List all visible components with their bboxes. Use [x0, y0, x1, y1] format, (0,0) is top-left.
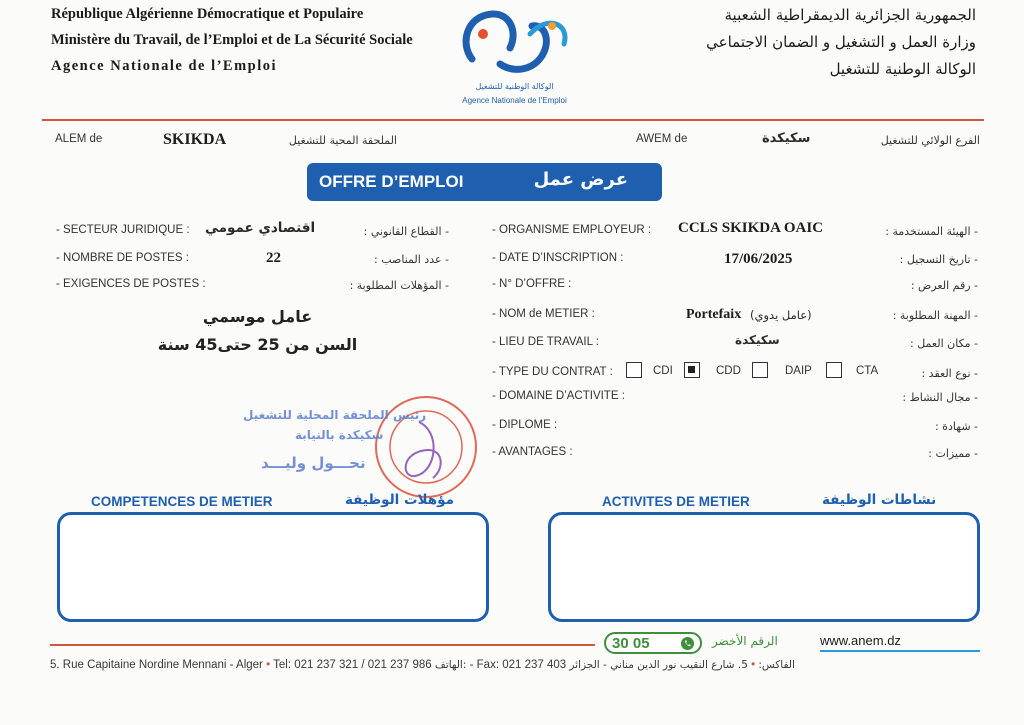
awem-ar-label: الفرع الولائي للتشغيل [880, 134, 980, 147]
banner-ar: عرض عمل [533, 169, 628, 190]
metier-ar-label: - المهنة المطلوبة : [892, 309, 978, 322]
green-number-ar: الرقم الأخضر [712, 634, 778, 648]
secteur-ar-label: - القطاع القانوني : [363, 225, 449, 238]
stamp-line3: نحـــول وليـــد [261, 454, 366, 472]
footer-dot-1: • [266, 659, 271, 671]
postes-value: 22 [266, 250, 281, 266]
awem-label: AWEM de [636, 133, 688, 145]
website-link[interactable]: www.anem.dz [820, 633, 901, 648]
metier-value-ar: (عامل يدوي) [750, 308, 812, 322]
exigences-ar-label: - المؤهلات المطلوبة : [349, 279, 449, 292]
metier-value: Portefaix [686, 307, 742, 322]
offre-banner [307, 163, 662, 201]
lieu-ar-label: - مكان العمل : [910, 337, 978, 350]
contract-cdi-checkbox[interactable] [626, 362, 642, 378]
domaine-ar-label: - مجال النشاط : [902, 391, 978, 404]
contrat-ar-label: - نوع العقد : [921, 367, 978, 380]
footer-rule-left [50, 644, 595, 646]
header-fr-line1: République Algérienne Démocratique et Populaire [51, 6, 364, 22]
header-rule [42, 119, 984, 121]
activites-ar-title: نشاطات الوظيفة [822, 492, 937, 508]
contrat-label: - TYPE DU CONTRAT : [492, 366, 613, 378]
contract-cdd-checkbox[interactable] [684, 362, 700, 378]
postes-ar-label: - عدد المناصب : [374, 253, 449, 266]
footer-fax: Fax: 021 237 403 [476, 659, 567, 671]
offre-number-label: - N° D’OFFRE : [492, 278, 572, 290]
avantages-label: - AVANTAGES : [492, 446, 573, 458]
header-ar-line2: وزارة العمل و التشغيل و الضمان الاجتماعي [706, 33, 976, 51]
header-fr-line3: Agence Nationale de l’Emploi [51, 58, 278, 74]
banner-fr: OFFRE D’EMPLOI [319, 172, 464, 191]
contract-cta-checkbox[interactable] [826, 362, 842, 378]
exigences-label: - EXIGENCES DE POSTES : [56, 278, 206, 290]
header-ar-line3: الوكالة الوطنية للتشغيل [829, 60, 976, 78]
footer-dash: - [469, 659, 474, 671]
footer-fax-ar: الفاكس: [758, 659, 795, 671]
organisme-ar-label: - الهيئة المستخدمة : [885, 225, 978, 238]
lieu-value: سكيكدة [735, 333, 780, 347]
competences-title: COMPETENCES DE METIER [91, 494, 273, 509]
alem-label: ALEM de [55, 133, 103, 145]
green-number-badge [604, 632, 702, 654]
postes-label: - NOMBRE DE POSTES : [56, 252, 189, 264]
anem-logo [452, 4, 577, 112]
official-stamp [243, 404, 479, 488]
date-value: 17/06/2025 [724, 251, 793, 267]
logo-fr-text: Agence Nationale de l’Emploi [462, 96, 567, 105]
requirement-line1: عامل موسمي [202, 307, 313, 326]
awem-value: سكيكدة [762, 131, 811, 146]
contract-daip-label: DAIP [785, 365, 812, 377]
anem-logo-icon [452, 4, 577, 84]
stamp-line1: رئيس الملحقة المحلية للتشغيل [243, 408, 427, 422]
footer-tel-ar: الهاتف: [434, 659, 467, 671]
header-ar-line1: الجمهورية الجزائرية الديمقراطية الشعبية [724, 6, 976, 24]
avantages-ar-label: - مميزات : [928, 447, 978, 460]
contract-cdi-label: CDI [653, 365, 673, 377]
footer-address-ar: 5. شارع النقيب نور الدين مناني - الجزائر [569, 659, 748, 671]
stamp-line2: سكيكدة بالنيابة [295, 428, 384, 442]
logo-ar-text: الوكالة الوطنية للتشغيل [475, 82, 554, 91]
footer-rule-right [820, 650, 980, 652]
phone-icon [681, 637, 694, 650]
diplome-ar-label: - شهادة : [935, 420, 978, 433]
contract-daip-checkbox[interactable] [752, 362, 768, 378]
date-label: - DATE D’INSCRIPTION : [492, 252, 624, 264]
footer-contact-line [50, 659, 795, 671]
alem-value: SKIKDA [163, 131, 227, 148]
secteur-value: اقتصادي عمومي [205, 220, 316, 236]
footer-tel: Tel: 021 237 321 / 021 237 986 [273, 659, 432, 671]
activites-title: ACTIVITES DE METIER [602, 494, 750, 509]
diplome-label: - DIPLOME : [492, 419, 558, 431]
metier-label: - NOM de METIER : [492, 308, 595, 320]
lieu-label: - LIEU DE TRAVAIL : [492, 336, 599, 348]
domaine-label: - DOMAINE D’ACTIVITE : [492, 390, 625, 402]
secteur-label: - SECTEUR JURIDIQUE : [56, 224, 190, 236]
footer-address-fr: 5. Rue Capitaine Nordine Mennani - Alger [50, 659, 263, 671]
date-ar-label: - تاريخ التسجيل : [899, 253, 978, 266]
activites-box[interactable] [548, 512, 980, 622]
offre-number-ar-label: - رقم العرض : [910, 279, 978, 292]
competences-ar-title: مؤهلات الوظيفة [345, 492, 454, 508]
header-fr-line2: Ministère du Travail, de l’Emploi et de La Sécurité Sociale [51, 32, 413, 48]
green-number-value: 30 05 [612, 635, 650, 652]
organisme-value: CCLS SKIKDA OAIC [678, 220, 824, 236]
contract-cta-label: CTA [856, 365, 879, 377]
contract-cdd-label: CDD [716, 365, 741, 377]
footer-dot-2: • [751, 659, 756, 671]
requirement-line2: السن من 25 حتى45 سنة [157, 335, 358, 354]
competences-box[interactable] [57, 512, 489, 622]
alem-ar-label: الملحقة المحية للتشغيل [288, 134, 397, 147]
organisme-label: - ORGANISME EMPLOYEUR : [492, 224, 652, 236]
